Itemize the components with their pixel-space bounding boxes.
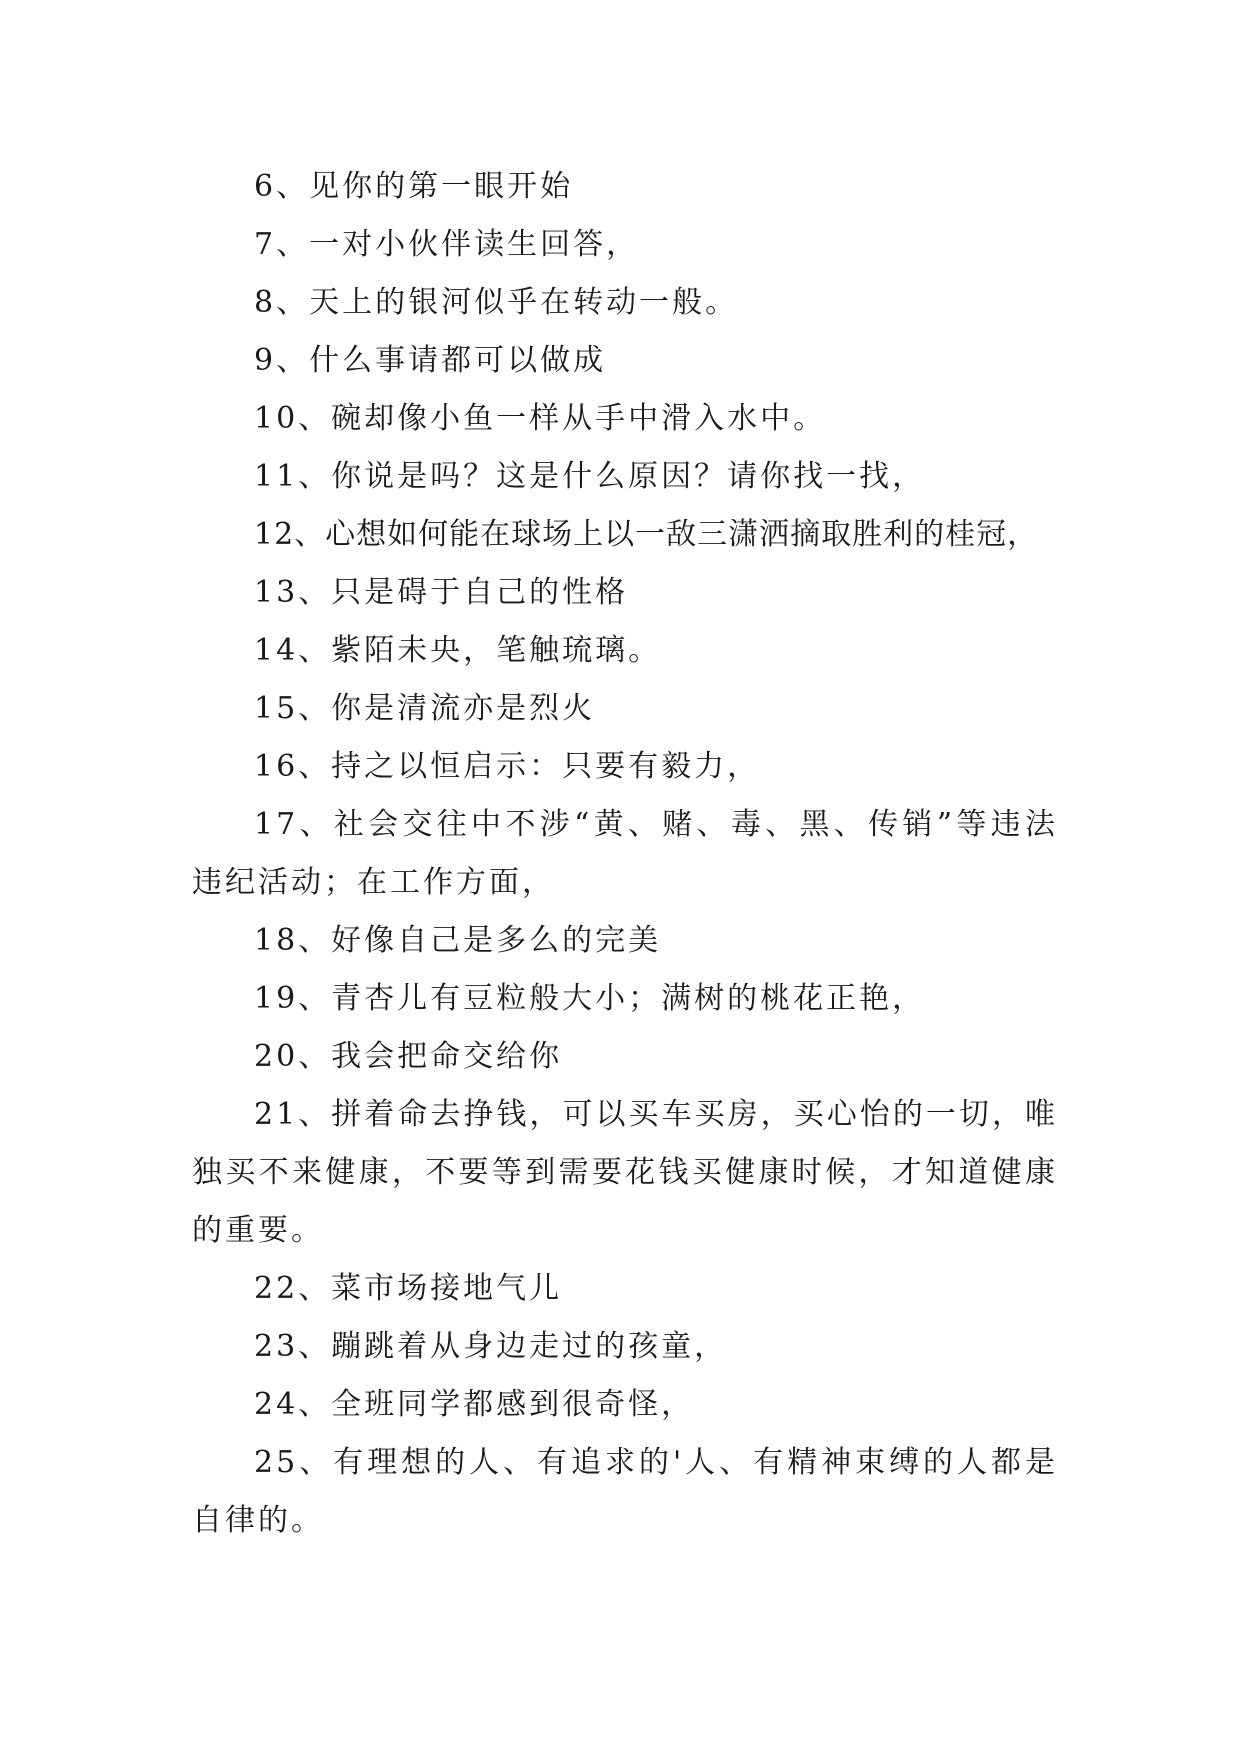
paragraph-11: 11、你说是吗？这是什么原因？请你找一找， — [254, 459, 926, 494]
paragraph-24: 24、全班同学都感到很奇怪， — [254, 1387, 695, 1422]
paragraph-19: 19、青杏儿有豆粒般大小；满树的桃花正艳， — [254, 981, 926, 1016]
paragraph-17: 17、社会交往中不涉“黄、赌、毒、黑、传销”等违法违纪活动；在工作方面， — [192, 807, 1058, 900]
paragraph-6: 6、见你的第一眼开始 — [254, 169, 574, 204]
paragraph-12: 12、心想如何能在球场上以一敌三潇洒摘取胜利的桂冠， — [254, 517, 1039, 552]
paragraph-13: 13、只是碍于自己的性格 — [254, 575, 629, 610]
document-body — [192, 158, 1058, 1550]
paragraph-20: 20、我会把命交给你 — [254, 1039, 563, 1074]
paragraph-21: 21、拼着命去挣钱，可以买车买房，买心怡的一切，唯独买不来健康，不要等到需要花钱买健康时候，才知道健康的重要。 — [192, 1097, 1058, 1248]
paragraph-25: 25、有理想的人、有追求的'人、有精神束缚的人都是自律的。 — [192, 1445, 1058, 1538]
paragraph-15: 15、你是清流亦是烈火 — [254, 691, 596, 726]
paragraph-14: 14、紫陌未央，笔触琉璃。 — [254, 633, 662, 668]
paragraph-7: 7、一对小伙伴读生回答， — [254, 227, 640, 262]
paragraph-10: 10、碗却像小鱼一样从手中滑入水中。 — [254, 401, 827, 436]
paragraph-22: 22、菜市场接地气儿 — [254, 1271, 563, 1306]
paragraph-16: 16、持之以恒启示：只要有毅力， — [254, 749, 761, 784]
paragraph-18: 18、好像自己是多么的完美 — [254, 923, 662, 958]
paragraph-23: 23、蹦跳着从身边走过的孩童， — [254, 1329, 728, 1364]
paragraph-9: 9、什么事请都可以做成 — [254, 343, 607, 378]
paragraph-8: 8、天上的银河似乎在转动一般。 — [254, 285, 739, 320]
